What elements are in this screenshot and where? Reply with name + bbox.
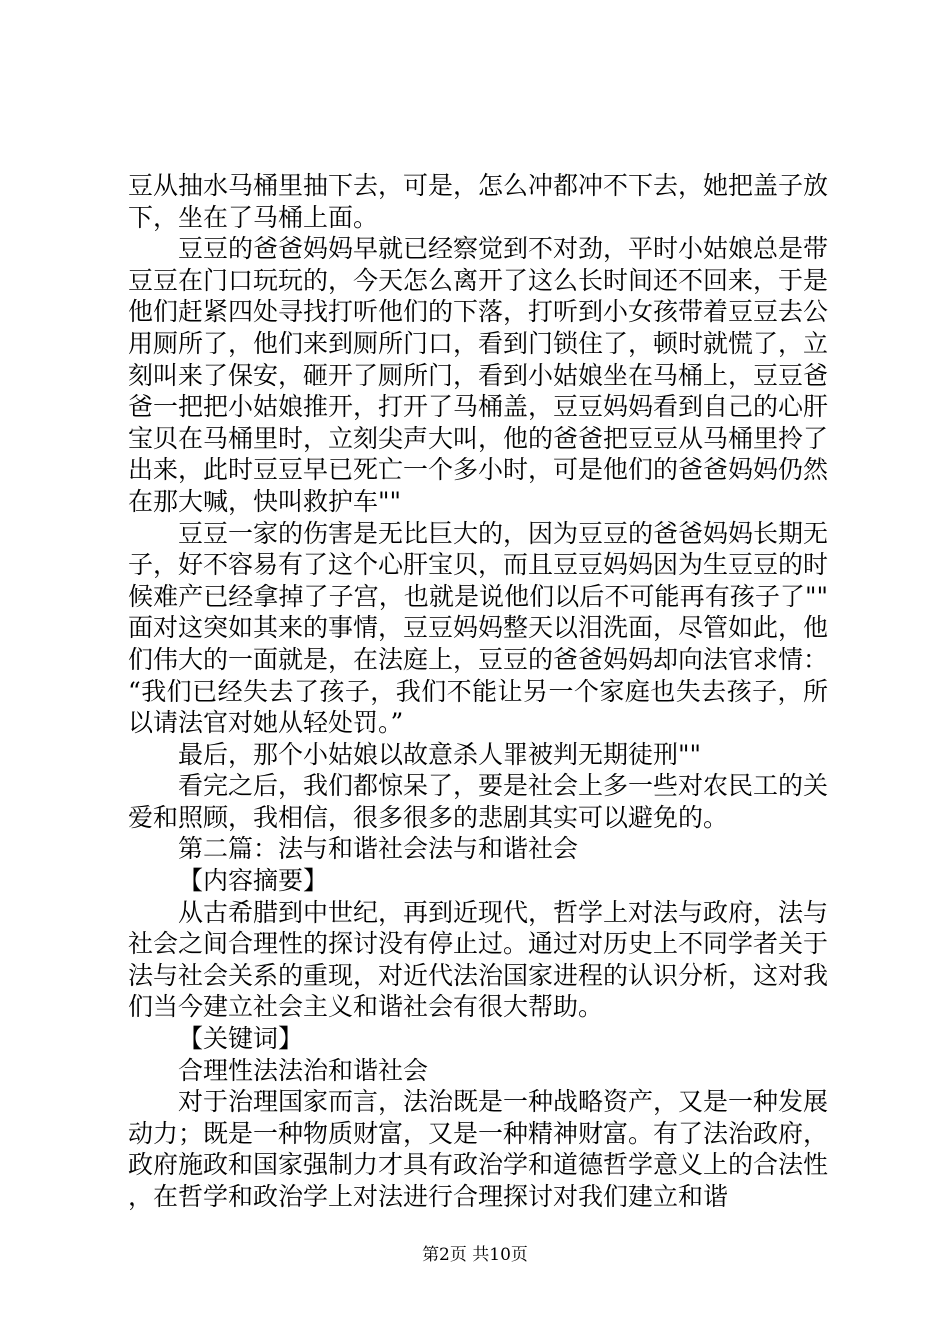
paragraph: 最后，那个小姑娘以故意杀人罪被判无期徒刑"" xyxy=(178,739,701,769)
paragraph: 对于治理国家而言，法治既是一种战略资产，又是一种发展动力；既是一种物质财富，又是一种精神财富。有了法治政府，政府施政和国家强制力才具有政治学和道德哲学意义上的合法性，在哲学和政治学上对法进行合理探讨对我们建立和谐 xyxy=(128,1087,829,1211)
keywords-heading: 【关键词】 xyxy=(178,1024,304,1054)
document-body xyxy=(128,170,828,1213)
abstract-heading: 【内容摘要】 xyxy=(178,866,329,896)
section-heading: 第二篇：法与和谐社会法与和谐社会 xyxy=(178,834,579,864)
paragraph: 豆豆一家的伤害是无比巨大的，因为豆豆的爸爸妈妈长期无子，好不容易有了这个心肝宝贝，而且豆豆妈妈因为生豆豆的时候难产已经拿掉了子宫，也就是说他们以后不可能再有孩子了""面对这突如其来的事情，豆豆妈妈整天以泪洗面，尽管如此，他们伟大的一面就是，在法庭上，豆豆的爸爸妈妈却向法官求情：“我们已经失去了孩子，我们不能让另一个家庭也失去孩子，所以请法官对她从轻处罚。” xyxy=(128,518,829,738)
keywords-text: 合理性法法治和谐社会 xyxy=(178,1055,429,1085)
abstract-text: 从古希腊到中世纪，再到近现代，哲学上对法与政府，法与社会之间合理性的探讨没有停止过。通过对历史上不同学者关于法与社会关系的重现，对近代法治国家进程的认识分析，这对我们当今建立社会主义和谐社会有很大帮助。 xyxy=(128,897,829,1022)
paragraph: 豆豆的爸爸妈妈早就已经察觉到不对劲，平时小姑娘总是带豆豆在门口玩玩的，今天怎么离开了这么长时间还不回来，于是他们赶紧四处寻找打听他们的下落，打听到小女孩带着豆豆去公用厕所了，他们来到厕所门口，看到门锁住了，顿时就慌了，立刻叫来了保安，砸开了厕所门，看到小姑娘坐在马桶上，豆豆爸爸一把把小姑娘推开，打开了马桶盖，豆豆妈妈看到自己的心肝宝贝在马桶里时，立刻尖声大叫，他的爸爸把豆豆从马桶里拎了出来，此时豆豆早已死亡一个多小时，可是他们的爸爸妈妈仍然在那大喊，快叫救护车"" xyxy=(128,234,829,516)
paragraph: 豆从抽水马桶里抽下去，可是，怎么冲都冲不下去，她把盖子放下，坐在了马桶上面。 xyxy=(128,171,829,232)
page-number-footer: 第2页 共10页 xyxy=(422,1245,528,1265)
paragraph: 看完之后，我们都惊呆了，要是社会上多一些对农民工的关爱和照顾，我相信，很多很多的悲剧其实可以避免的。 xyxy=(128,771,829,832)
